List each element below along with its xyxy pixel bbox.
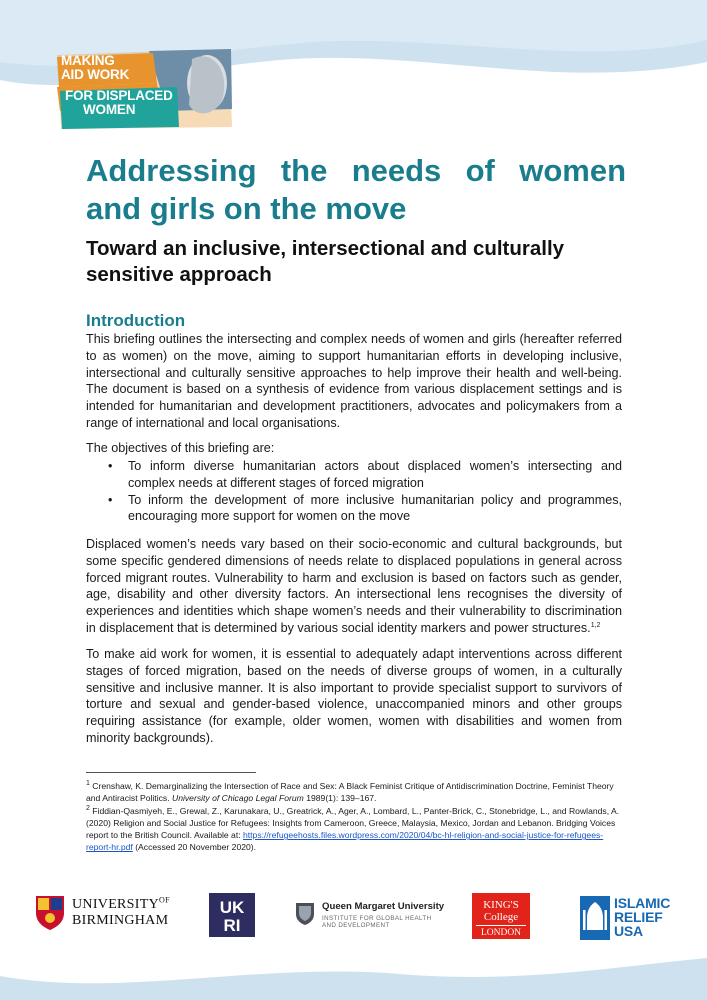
logo-line-3: FOR DISPLACED: [65, 88, 173, 103]
introduction-heading: Introduction: [86, 311, 186, 330]
footnote-1-citation: 1989(1): 139–167.: [303, 793, 377, 804]
footnotes: [86, 780, 622, 854]
needs-paragraph: [86, 536, 622, 637]
footnote-1-text: Crenshaw, K. Demarginalizing the Intersection of Race and Sex: A Black Feminist Critique of Antidiscrimination Doctrine, Feminist Theory and Antiracist Politics.: [86, 781, 614, 804]
uob-of: OF: [159, 895, 170, 905]
university-of-birmingham-logo: [72, 897, 170, 929]
footnote-1: [86, 780, 622, 805]
footnote-2-text: Fiddian-Qasmiyeh, E., Grewal, Z., Karunakara, U., Greatrick, A., Ager, A., Lombard, L., Panter-Brick, C., Stonebridge, L., and Rowlands, A. (2020) Religion and Social Justice for Refugees: Insights from Cameroon, Greece, Malaysia, Mexico, Jordan and Lebanon. Bridging Voices report to the British Council. Available at:: [86, 805, 620, 841]
footnote-divider: [86, 772, 256, 773]
footnote-2-accessed: (Accessed 20 November 2020).: [132, 842, 257, 853]
aid-paragraph: To make aid work for women, it is essential to adequately adapt interventions across different stages of forced migration, based on the needs of diverse groups of women, in a culturally sensitive and inclusive manner. It is also important to provide specialist support to survivors of torture and sexual and gender-based violence, unaccompanied minors and other groups requiring assistance (for example, older women, women with disabilities and women from minority backgrounds).: [86, 647, 622, 745]
list-item: • To inform the development of more inclusive humanitarian policy and programmes, encouraging more support for women on the move: [108, 492, 622, 526]
footer-wave-background: [0, 940, 707, 1000]
page-title: Addressing the needs of women and girls on the move: [86, 153, 626, 226]
university-of-birmingham-crest-icon: [35, 895, 65, 931]
list-item: • To inform diverse humanitarian actors about displaced women’s intersecting and complex needs at different stages of forced migration: [108, 458, 622, 492]
uob-name-line-2: BIRMINGHAM: [72, 913, 169, 928]
ukri-mark-icon: [209, 893, 255, 937]
objectives-lead: The objectives of this briefing are:: [86, 441, 275, 455]
qmu-institute-line-1: INSTITUTE FOR GLOBAL HEALTH: [322, 915, 432, 922]
footnote-2-number: 2: [86, 804, 90, 812]
ukri-logo: [209, 893, 255, 937]
kings-college-london-logo: [472, 893, 530, 939]
irusa-line-1: ISLAMIC: [614, 895, 671, 911]
kcl-line-2: LONDON: [476, 925, 526, 939]
needs-paragraph-text: Displaced women’s needs vary based on their socio-economic and cultural backgrounds, but some specific gendered dimensions of needs relate to displaced populations in general across forced migrant routes. Vulnerability to harm and exclusion is based on factors such as gender, age, disability and other diversity factors. An intersectional lens recognises the diversity of experiences and identities which shape women’s needs and their vulnerability to discrimination in displacement that is determined by various social identity markers and power structures.: [86, 537, 622, 635]
logo-line-2: AID WORK: [61, 67, 130, 82]
qmu-institute-line-2: AND DEVELOPMENT: [322, 922, 390, 929]
queen-margaret-institute: [322, 915, 431, 929]
logo-line-1: MAKING: [61, 53, 115, 68]
svg-text:UK: UK: [219, 898, 245, 917]
logo-line-4: WOMEN: [83, 102, 136, 117]
queen-margaret-shield-icon: [295, 902, 315, 926]
intro-paragraph: This briefing outlines the intersecting and complex needs of women and girls (hereafter referred to as women) on the move, aiming to support humanitarian efforts in developing inclusive, intersectional and culturally sensitive approaches to help improve their health and well-being. The document is based on a synthesis of evidence from various displacement settings and is intended for humanitarian and development practitioners, advocates and policymakers from a range of international and local organisations.: [86, 332, 622, 430]
making-aid-work-logo: [57, 49, 232, 129]
uob-name-line-1: UNIVERSITY: [72, 897, 159, 912]
mosque-icon: [580, 896, 610, 940]
footnote-2: [86, 805, 622, 854]
footnote-2-link[interactable]: https://refugeehosts.files.wordpress.com/2020/04/bc-hl-religion-and-social-justice-for-refugees-report-hr.pdf: [86, 830, 604, 853]
islamic-relief-usa-logo: [614, 896, 670, 938]
queen-margaret-university-name: Queen Margaret University: [322, 901, 445, 912]
objectives-list: [108, 458, 622, 525]
irusa-line-2: RELIEF: [614, 909, 663, 925]
footnote-1-journal: University of Chicago Legal Forum: [171, 793, 304, 804]
page-subtitle: Toward an inclusive, intersectional and culturally sensitive approach: [86, 237, 565, 286]
svg-text:RI: RI: [223, 916, 241, 935]
footnote-ref-1-2[interactable]: 1,2: [590, 621, 601, 629]
kcl-line-1: KING'S College: [483, 899, 519, 923]
islamic-relief-mark-icon: [580, 896, 610, 940]
irusa-line-3: USA: [614, 923, 643, 939]
footnote-1-number: 1: [86, 780, 90, 788]
